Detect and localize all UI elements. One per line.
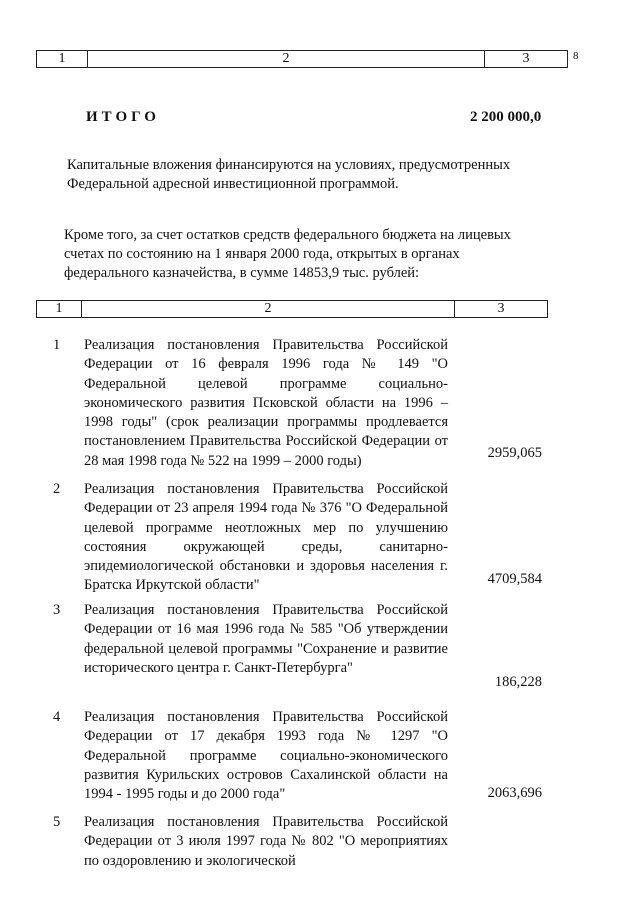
remainder-paragraph: Кроме того, за счет остатков средств федерального бюджета на лицевых счетах по состоянию на 1 января 2000 года, открытых в органах федерального казначейства, в сумме 14853,9 тыс. рублей:	[64, 227, 511, 281]
item-number: 1	[53, 337, 61, 353]
item-amount: 2063,696	[487, 785, 542, 801]
item-text: Реализация постановления Правительства Российской Федерации от 23 апреля 1994 года № 376 "О Федеральной целевой программе неотложных мер по улучшению состояния окружающей среды, санитарно-эпидемиологической обстановки и здоровья населения г. Братска Иркутской области"	[84, 481, 448, 594]
item-text: Реализация постановления Правительства Российской Федерации от 3 июля 1997 года № 802 "О мероприятиях по оздоровлению и экологической	[84, 814, 448, 869]
item-number: 3	[53, 602, 61, 618]
column-header-2: 2	[82, 301, 455, 317]
item-amount: 4709,584	[487, 571, 542, 587]
column-header-1: 1	[37, 51, 88, 67]
total-value: 2 200 000,0	[470, 109, 542, 125]
column-header-3: 3	[522, 51, 530, 66]
item-text: Реализация постановления Правительства Российской Федерации от 16 февраля 1996 года № 149 "О Федеральной целевой программе социально-экономического развития Псковской области на 1996 – 1998 годы" (срок реализации программы продлевается постановлением Правительства Российской Федерации от 28 мая 1998 года № 522 на 1999 – 2000 годы)	[84, 337, 448, 469]
item-text: Реализация постановления Правительства Российской Федерации от 16 мая 1996 года № 585 "Об утверждении федеральной целевой программы "Сохранение и развитие исторического центра г. Санкт-Петербурга"	[84, 602, 448, 676]
item-number: 5	[53, 814, 61, 830]
column-header-row-top	[36, 50, 568, 68]
item-amount: 186,228	[494, 674, 542, 690]
item-text: Реализация постановления Правительства Российской Федерации от 17 декабря 1993 года № 1297 "О Федеральной программе социально-экономического развития Курильских островов Сахалинской области на 1994 - 1995 годы и до 2000 года"	[84, 709, 448, 803]
item-number: 2	[53, 481, 61, 497]
item-number: 4	[53, 709, 61, 725]
column-header-1: 1	[37, 301, 82, 317]
total-label: ИТОГО	[86, 109, 160, 125]
column-header-3: 3	[497, 301, 505, 316]
financing-paragraph: Капитальные вложения финансируются на условиях, предусмотренных Федеральной адресной инвестиционной программой.	[67, 157, 511, 192]
column-header-row-bottom	[36, 300, 548, 318]
item-amount: 2959,065	[487, 445, 542, 461]
page-number: 8	[573, 50, 579, 62]
column-header-2: 2	[88, 51, 485, 67]
